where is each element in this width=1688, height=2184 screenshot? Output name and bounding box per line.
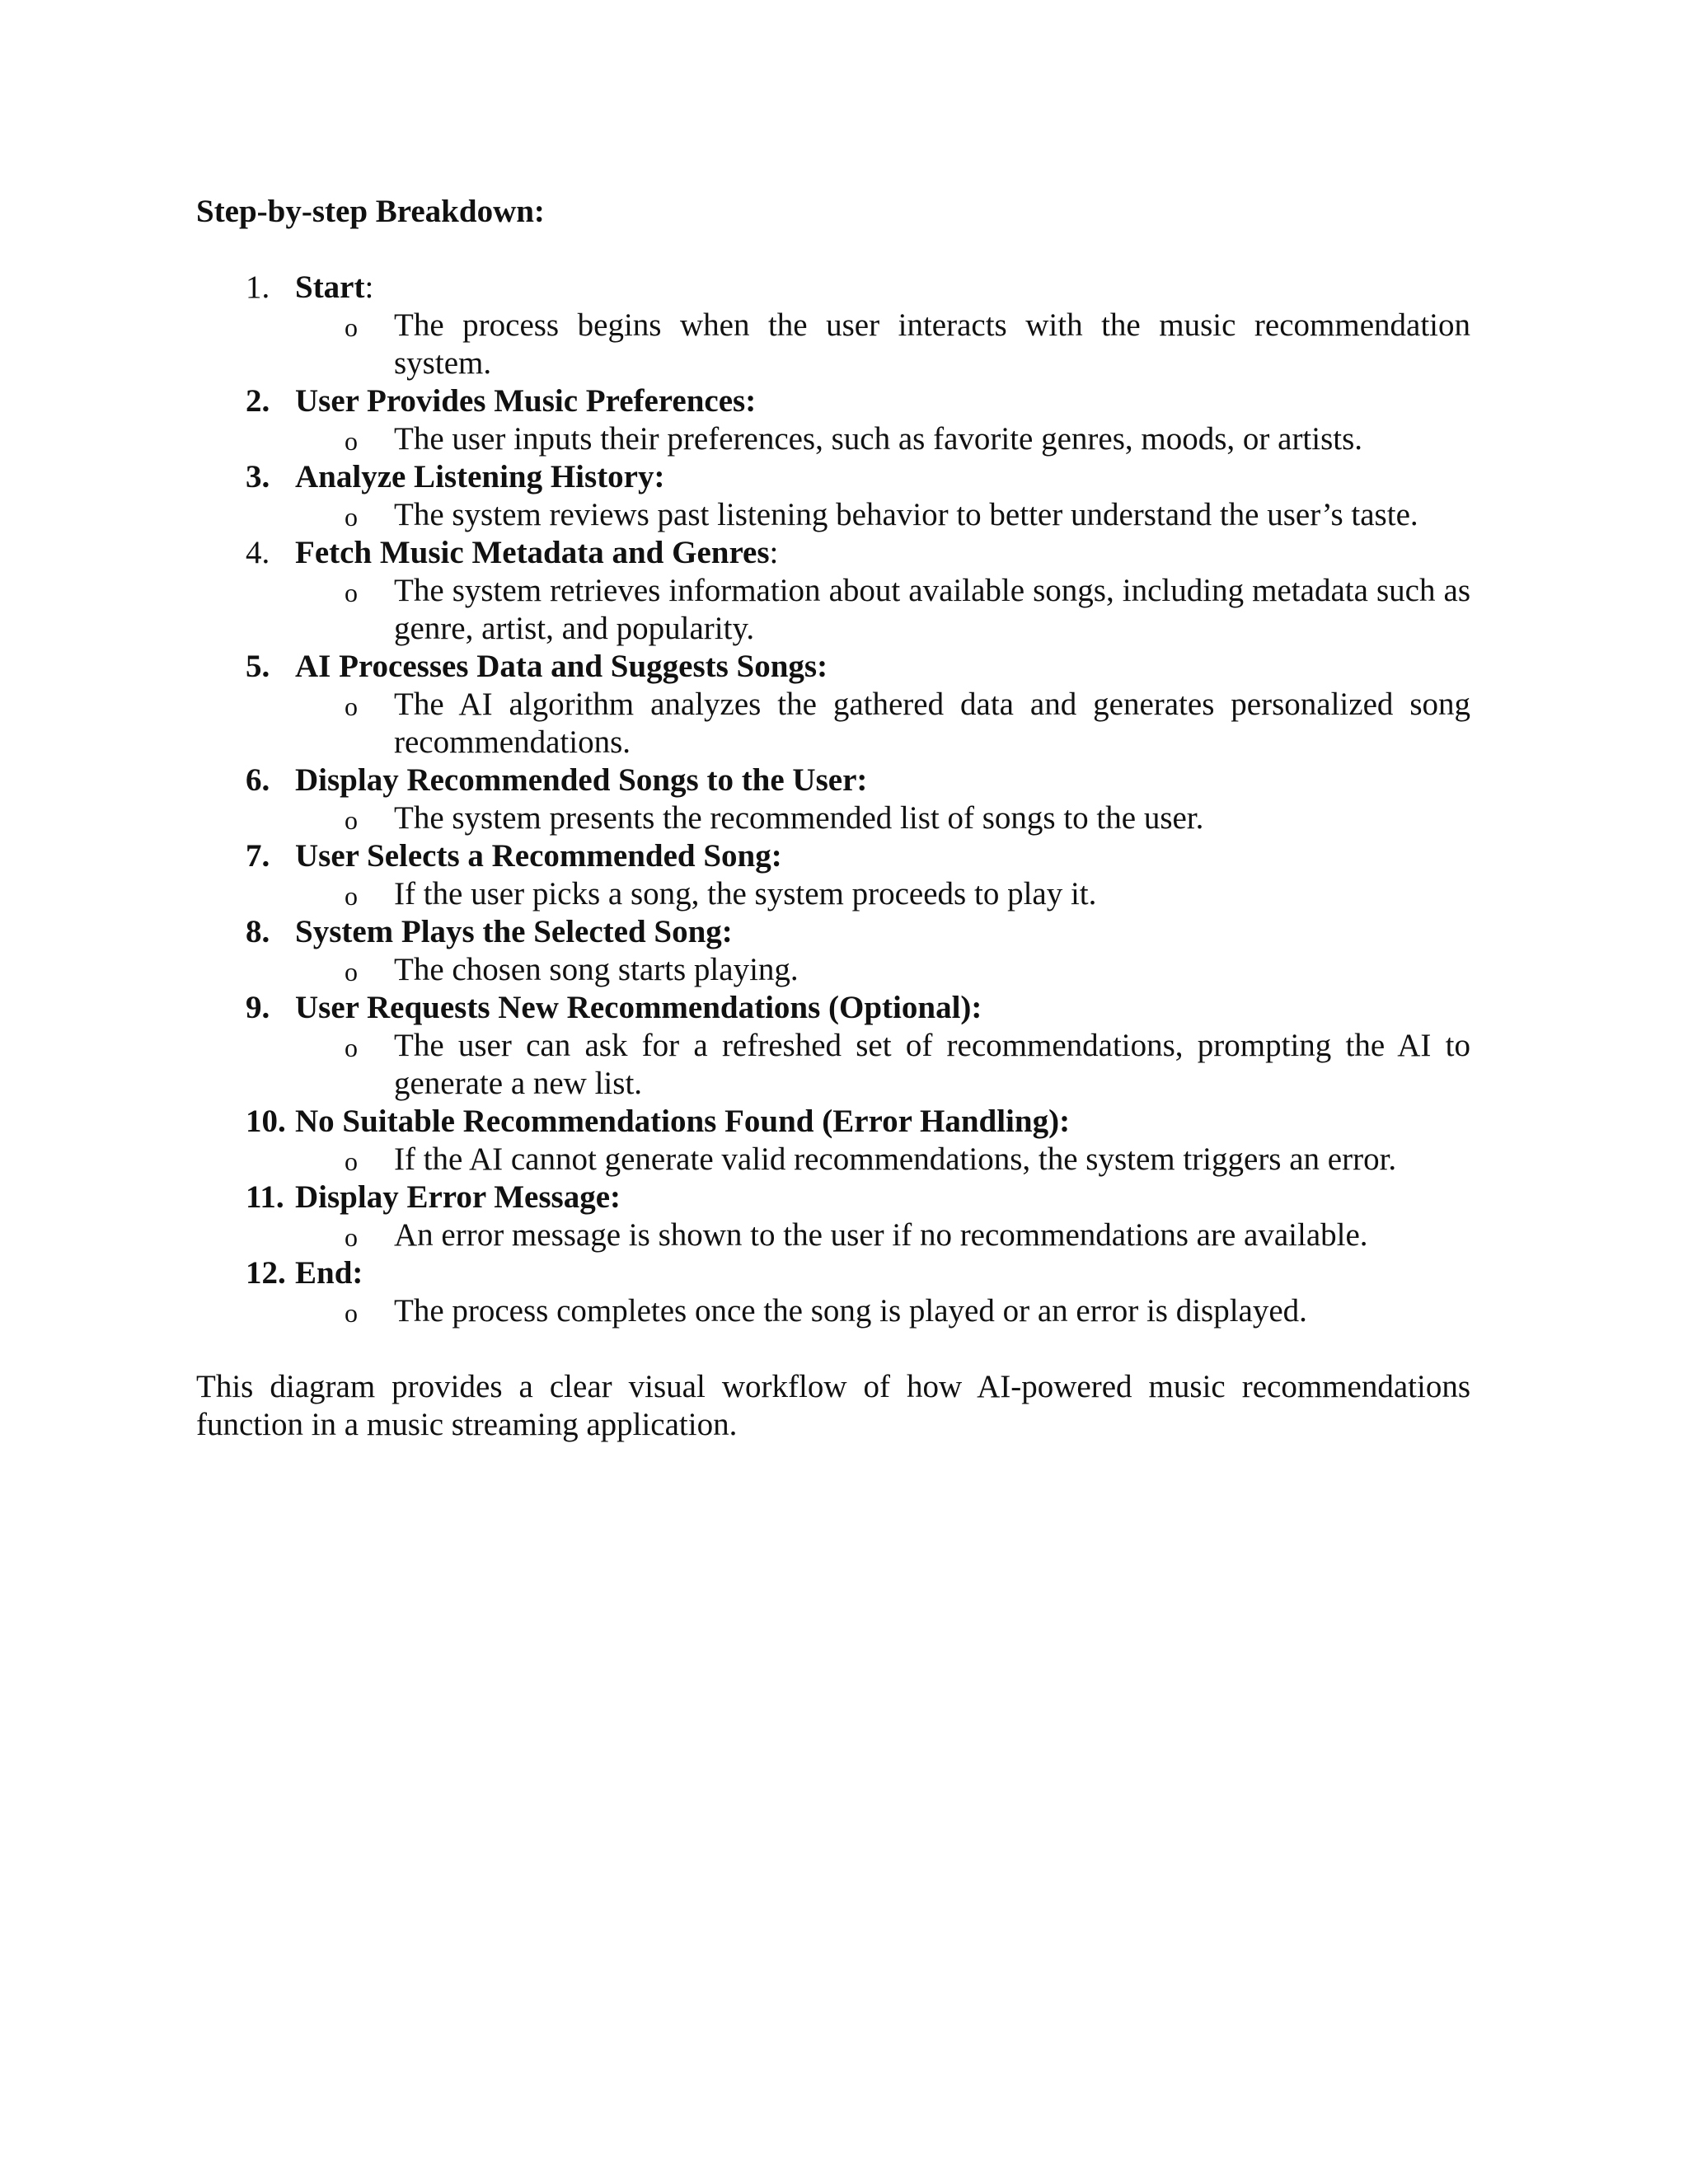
hollow-bullet-icon: o — [345, 805, 358, 835]
step-title — [196, 458, 1470, 496]
hollow-bullet-icon: o — [345, 957, 358, 987]
step-number: 6. — [246, 762, 270, 798]
step-label: User Requests New Recommendations (Optional): — [295, 990, 982, 1025]
step-11 — [196, 1179, 1470, 1254]
step-label: Display Recommended Songs to the User: — [295, 762, 868, 798]
step-4 — [196, 534, 1470, 648]
step-number: 11. — [246, 1179, 284, 1215]
step-label: End: — [295, 1255, 363, 1291]
step-1 — [196, 269, 1470, 382]
step-title — [196, 837, 1470, 875]
step-number: 3. — [246, 459, 270, 494]
step-number: 12. — [246, 1255, 286, 1291]
step-9 — [196, 989, 1470, 1103]
step-title — [196, 1179, 1470, 1216]
step-bullet — [196, 307, 1470, 382]
step-5 — [196, 648, 1470, 762]
step-3 — [196, 458, 1470, 534]
step-description: An error message is shown to the user if no recommendations are available. — [394, 1217, 1368, 1253]
step-title — [196, 1254, 1470, 1292]
step-description: The system reviews past listening behavior to better understand the user’s taste. — [394, 497, 1418, 532]
step-label: Start — [295, 269, 365, 305]
step-bullet — [196, 951, 1470, 989]
step-number: 5. — [246, 649, 270, 684]
step-number: 7. — [246, 838, 270, 874]
step-title — [196, 269, 1470, 307]
step-title — [196, 534, 1470, 572]
step-12 — [196, 1254, 1470, 1330]
step-title — [196, 648, 1470, 686]
step-7 — [196, 837, 1470, 913]
step-bullet — [196, 875, 1470, 913]
step-title — [196, 382, 1470, 420]
hollow-bullet-icon: o — [345, 312, 358, 342]
hollow-bullet-icon: o — [345, 1033, 358, 1062]
step-label: User Selects a Recommended Song: — [295, 838, 782, 874]
step-description: The AI algorithm analyzes the gathered data and generates personalized song recommendations. — [394, 687, 1470, 760]
step-label: No Suitable Recommendations Found (Error Handling): — [295, 1104, 1071, 1139]
step-description: The system presents the recommended list of songs to the user. — [394, 800, 1204, 836]
hollow-bullet-icon: o — [345, 578, 358, 607]
step-colon: : — [769, 535, 779, 570]
step-description: The user can ask for a refreshed set of recommendations, prompting the AI to generate a new list. — [394, 1028, 1470, 1101]
step-title — [196, 762, 1470, 799]
hollow-bullet-icon: o — [345, 502, 358, 532]
step-description: The process begins when the user interacts with the music recommendation system. — [394, 307, 1470, 381]
closing-paragraph: This diagram provides a clear visual workflow of how AI-powered music recommendations function in a music streaming application. — [196, 1369, 1470, 1442]
step-description: If the AI cannot generate valid recommendations, the system triggers an error. — [394, 1141, 1397, 1177]
step-6 — [196, 762, 1470, 837]
hollow-bullet-icon: o — [345, 1222, 358, 1252]
step-bullet — [196, 686, 1470, 762]
step-2 — [196, 382, 1470, 458]
step-label: Display Error Message: — [295, 1179, 621, 1215]
step-title — [196, 989, 1470, 1027]
hollow-bullet-icon: o — [345, 881, 358, 911]
step-description: The chosen song starts playing. — [394, 952, 799, 987]
hollow-bullet-icon: o — [345, 691, 358, 721]
hollow-bullet-icon: o — [345, 426, 358, 456]
step-description: If the user picks a song, the system proceeds to play it. — [394, 876, 1097, 912]
step-bullet — [196, 572, 1470, 648]
step-label: Analyze Listening History: — [295, 459, 665, 494]
step-10 — [196, 1103, 1470, 1179]
step-bullet — [196, 496, 1470, 534]
step-description: The user inputs their preferences, such as favorite genres, moods, or artists. — [394, 421, 1363, 457]
step-title — [196, 913, 1470, 951]
step-description: The system retrieves information about available songs, including metadata such as genre, artist, and popularity. — [394, 573, 1470, 646]
steps-list — [196, 269, 1470, 1330]
step-label: System Plays the Selected Song: — [295, 914, 733, 949]
step-number: 2. — [246, 383, 270, 419]
document-page — [196, 193, 1470, 1476]
step-colon: : — [364, 269, 374, 305]
step-label: Fetch Music Metadata and Genres — [295, 535, 770, 570]
step-label: AI Processes Data and Suggests Songs: — [295, 649, 828, 684]
hollow-bullet-icon: o — [345, 1146, 358, 1176]
section-heading: Step-by-step Breakdown: — [196, 194, 545, 229]
step-label: User Provides Music Preferences: — [295, 383, 757, 419]
step-number: 9. — [246, 990, 270, 1025]
step-description: The process completes once the song is played or an error is displayed. — [394, 1293, 1307, 1329]
step-number: 1. — [246, 269, 270, 305]
step-bullet — [196, 799, 1470, 837]
step-bullet — [196, 420, 1470, 458]
step-bullet — [196, 1141, 1470, 1179]
hollow-bullet-icon: o — [345, 1298, 358, 1328]
step-number: 8. — [246, 914, 270, 949]
step-bullet — [196, 1216, 1470, 1254]
step-number: 10. — [246, 1104, 286, 1139]
step-title — [196, 1103, 1470, 1141]
step-bullet — [196, 1027, 1470, 1103]
step-8 — [196, 913, 1470, 989]
step-bullet — [196, 1292, 1470, 1330]
step-number: 4. — [246, 535, 270, 570]
